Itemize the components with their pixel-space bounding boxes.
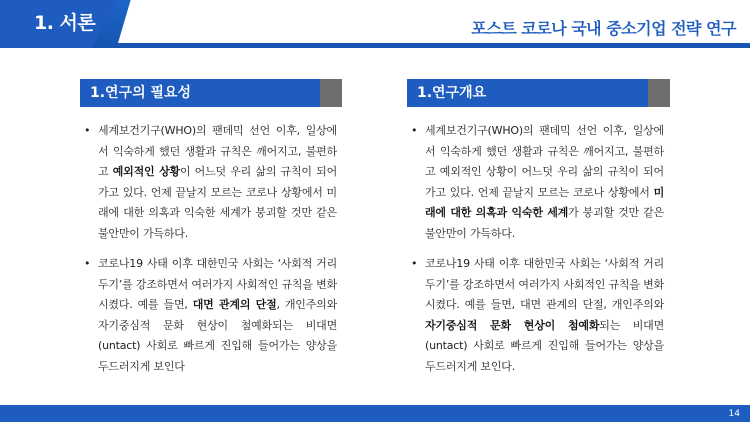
body-text: 세계보건기구(WHO)의 팬데믹 선언 이후, 일상에서 익숙하게 했던 생활과 규칙은 깨어지고, 불편하고 예외적인 상황이 어느덧 우리 삶의 규칙이 되어가고 있다. 언제 끝날지 모르는 코로나 상황에서 [425, 124, 664, 199]
bullet-marker: • [84, 124, 91, 137]
body-text: 이 어느덧 우리 삶의 규칙이 되어가고 있다. 언제 끝날지 모르는 코로나 상황에서 미래에 대한 의혹과 익숙한 세계가 붕괴할 것만 같은 불안만이 가득하다. [98, 165, 337, 240]
bullet-paragraph [411, 254, 664, 377]
body-text: 되는 비대면(untact) 사회로 빠르게 진입해 들어가는 양상을 두드러지게 보인다. [425, 318, 664, 373]
right-section-heading: 1.연구개요 [407, 79, 648, 107]
section-title: 1. 서론 [34, 12, 96, 34]
bullet-paragraph [84, 121, 337, 244]
emphasis-text: 대면 관계의 단절 [192, 298, 277, 311]
body-text: 가 붕괴할 것만 같은 불안만이 가득하다. [425, 206, 664, 240]
body-text: 세계보건기구(WHO)의 팬데믹 선언 이후, 일상에서 익숙하게 했던 생활과 규칙은 깨어지고, 불편하고 [98, 124, 337, 178]
right-column-text [411, 121, 664, 387]
bullet-marker: • [84, 257, 91, 270]
emphasis-text: 자기중심적 문화 현상이 첨예화 [425, 318, 600, 332]
bullet-marker: • [411, 257, 418, 270]
left-section-heading: 1.연구의 필요성 [80, 79, 320, 107]
page-number: 14 [728, 409, 740, 419]
document-title: 포스트 코로나 국내 중소기업 전략 연구 [471, 19, 736, 38]
bullet-marker: • [411, 124, 418, 137]
left-column-text [84, 121, 337, 387]
body-text: , 개인주의와 자기중심적 문화 현상이 첨예화되는 비대면(untact) 사회로 빠르게 진입해 들어가는 양상을 두드러지게 보인다 [98, 298, 337, 373]
emphasis-text: 예외적인 상황 [112, 165, 180, 178]
emphasis-text: 미래에 대한 의혹과 익숙한 세계 [425, 185, 664, 219]
body-text: 코로나19 사태 이후 대한민국 사회는 ‘사회적 거리두기’를 강조하면서 여러가지 사회적인 규칙을 변화시켰다. 예를 들면, 대면 관계의 단절, 개인주의와 [425, 257, 664, 311]
bullet-paragraph [411, 121, 664, 244]
body-text: 코로나19 사태 이후 대한민국 사회는 ‘사회적 거리두기’를 강조하면서 여러가지 사회적인 규칙을 변화시켰다. 예를 들면, [98, 257, 337, 311]
bottom-bar [0, 405, 750, 422]
bullet-paragraph [84, 254, 337, 377]
